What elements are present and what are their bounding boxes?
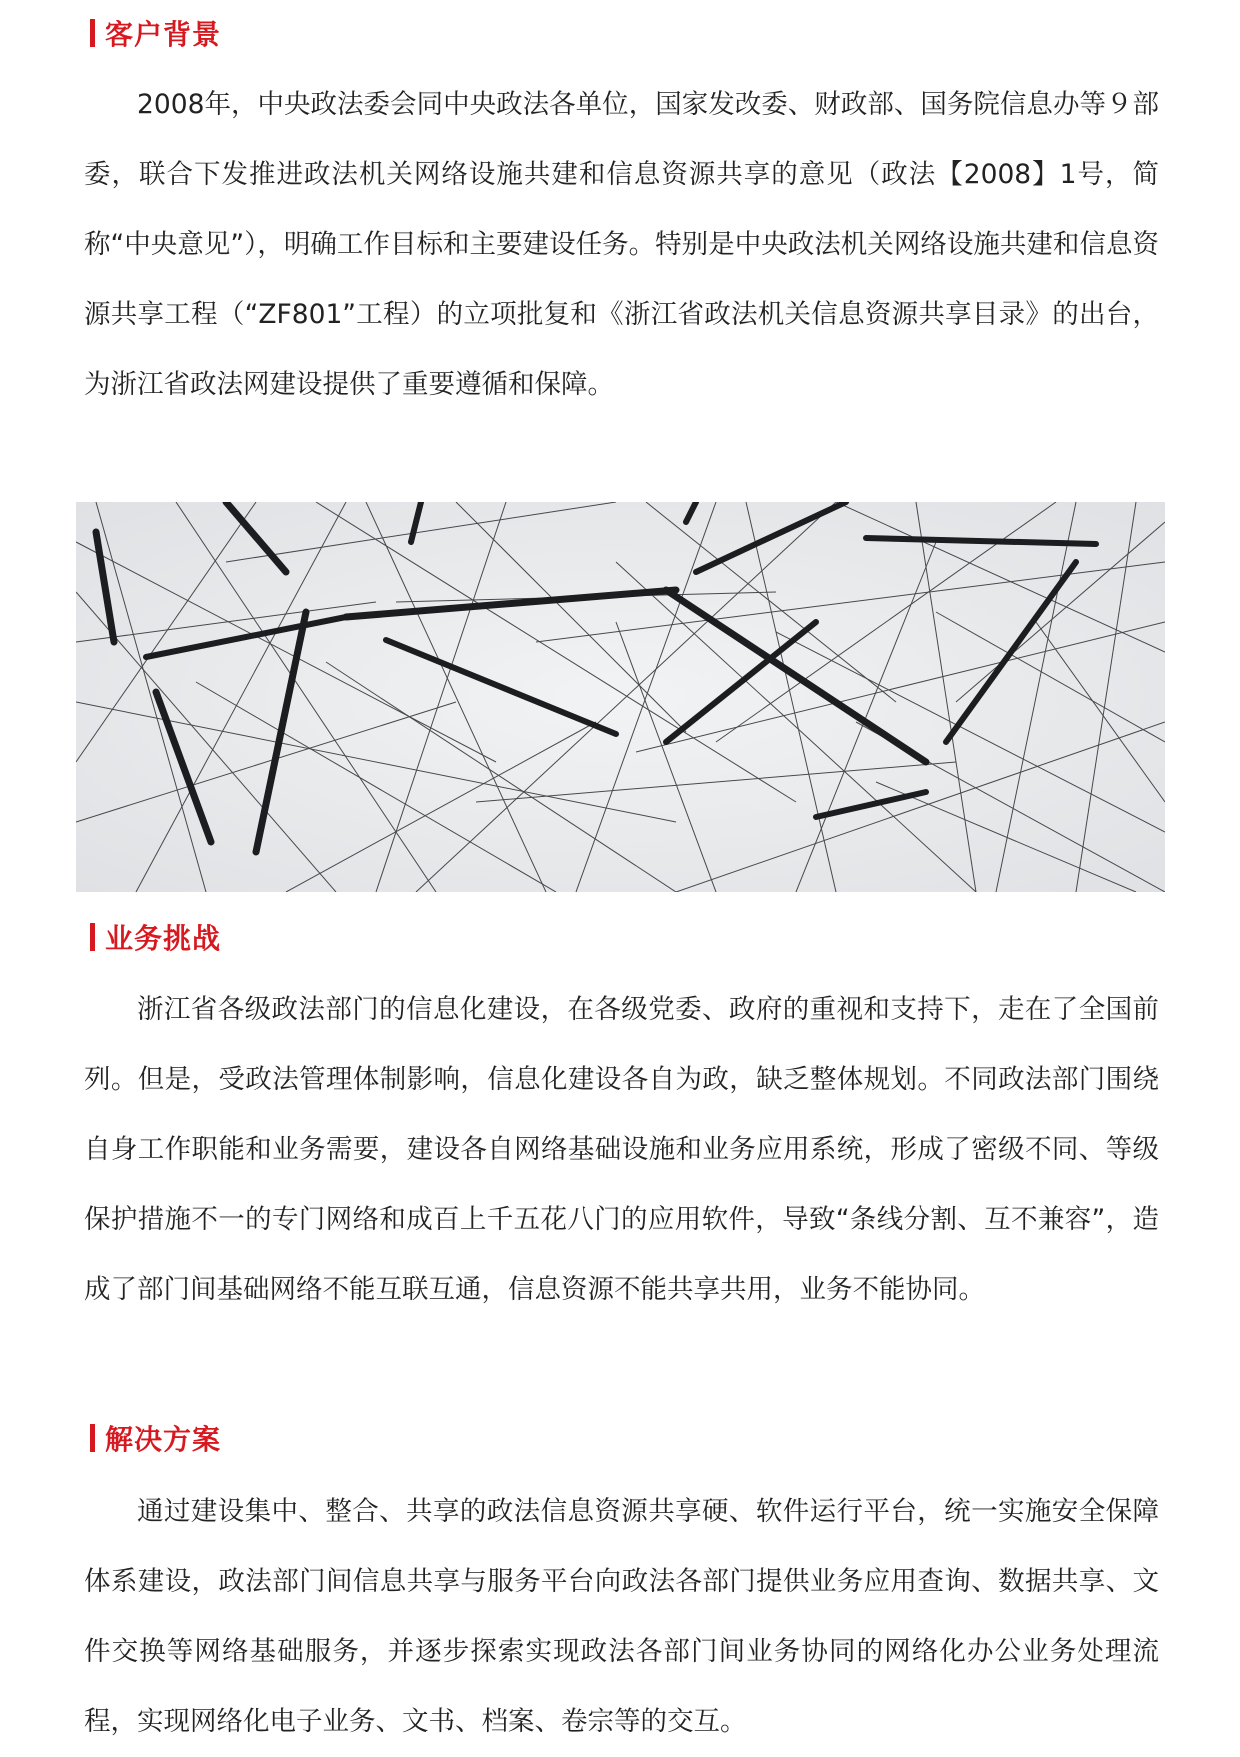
- heading-text: 业务挑战: [105, 922, 222, 955]
- section-heading-solution: [90, 1418, 221, 1458]
- heading-marker: [90, 19, 95, 47]
- paragraph-challenges: 浙江省各级政法部门的信息化建设，在各级党委、政府的重视和支持下，走在了全国前列。但是，受政法管理体制影响，信息化建设各自为政，缺乏整体规划。不同政法部门围绕自身工作职能和业务需要，建设各自网络基础设施和业务应用系统，形成了密级不同、等级保护措施不一的专门网络和成百上千五花八门的应用软件，导致“条线分割、互不兼容”，造成了部门间基础网络不能互联互通，信息资源不能共享共用，业务不能协同。: [84, 994, 1159, 1305]
- heading-marker: [90, 1424, 95, 1452]
- paragraph-background: 2008年，中央政法委会同中央政法各单位，国家发改委、财政部、国务院信息办等９部委，联合下发推进政法机关网络设施共建和信息资源共享的意见（政法【2008】1号，简称“中央意见”），明确工作目标和主要建设任务。特别是中央政法机关网络设施共建和信息资源共享工程（“ZF801”工程）的立项批复和《浙江省政法机关信息资源共享目录》的出台，为浙江省政法网建设提供了重要遵循和保障。: [84, 89, 1159, 400]
- section-heading-background: [90, 13, 221, 53]
- heading-marker: [90, 923, 95, 951]
- heading-text: 客户背景: [105, 18, 222, 51]
- paragraph-solution: 通过建设集中、整合、共享的政法信息资源共享硬、软件运行平台，统一实施安全保障体系建设，政法部门间信息共享与服务平台向政法各部门提供业务应用查询、数据共享、文件交换等网络基础服务，并逐步探索实现政法各部门间业务协同的网络化办公业务处理流程，实现网络化电子业务、文书、档案、卷宗等的交互。: [84, 1496, 1159, 1737]
- section-heading-challenges: [90, 917, 221, 957]
- heading-text: 解决方案: [105, 1423, 222, 1456]
- network-photo: [76, 502, 1165, 892]
